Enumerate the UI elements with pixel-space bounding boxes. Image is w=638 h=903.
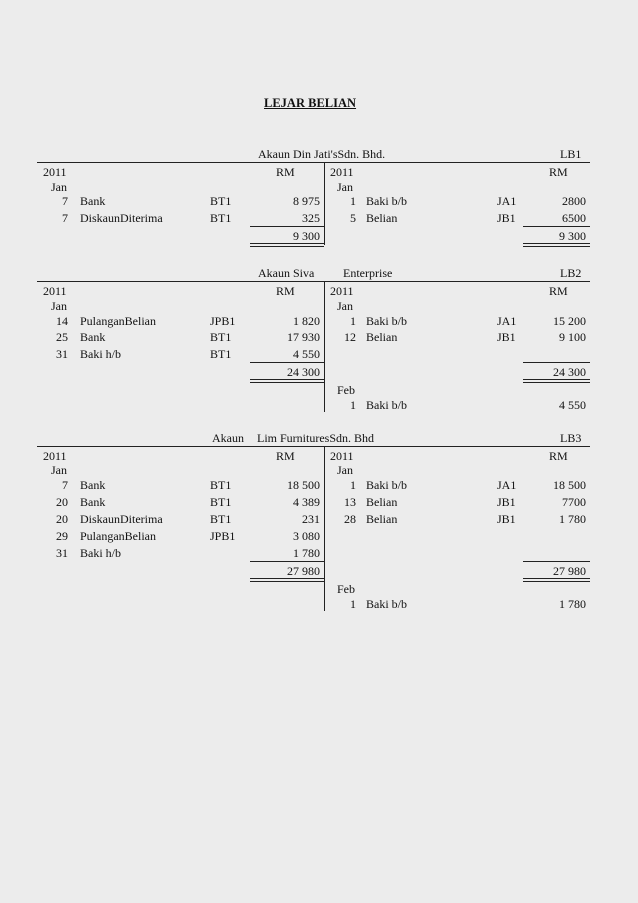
description: Bank — [80, 330, 106, 344]
carry-month: Feb — [337, 383, 355, 397]
description: Baki b/b — [366, 398, 407, 412]
amount: 18 500 — [553, 478, 586, 492]
description: Baki h/b — [80, 546, 121, 560]
description: Belian — [366, 495, 398, 509]
amount: 17 930 — [287, 330, 320, 344]
day: 7 — [62, 478, 68, 492]
amount: 1 780 — [559, 597, 586, 611]
t-divider — [324, 282, 325, 412]
amount: 6500 — [562, 211, 586, 225]
amount: 7700 — [562, 495, 586, 509]
folio: JB1 — [497, 495, 516, 509]
page-title: LEJAR BELIAN — [264, 96, 357, 110]
total-left: 27 980 — [287, 564, 320, 578]
description: Belian — [366, 330, 398, 344]
folio: JB1 — [497, 211, 516, 225]
account-name-cont: Lim FurnituresSdn. Bhd — [257, 431, 375, 445]
folio: BT1 — [210, 347, 232, 361]
account-name-cont: Enterprise — [343, 266, 393, 280]
folio: JPB1 — [210, 529, 236, 543]
header-rule — [37, 162, 590, 163]
year-left: 2011 — [43, 449, 67, 463]
amount: 1 780 — [559, 512, 586, 526]
day: 25 — [56, 330, 68, 344]
day: 1 — [350, 314, 356, 328]
day: 12 — [344, 330, 356, 344]
day: 1 — [350, 597, 356, 611]
double-rule — [523, 246, 590, 247]
year-right: 2011 — [330, 284, 354, 298]
day: 1 — [350, 478, 356, 492]
currency-left: RM — [276, 449, 295, 463]
double-rule — [523, 578, 590, 579]
description: Belian — [366, 211, 398, 225]
amount: 4 550 — [293, 347, 320, 361]
folio: BT1 — [210, 495, 232, 509]
description: PulanganBelian — [80, 314, 156, 328]
t-divider — [324, 163, 325, 245]
total-right: 24 300 — [553, 365, 586, 379]
day: 7 — [62, 211, 68, 225]
amount: 2800 — [562, 194, 586, 208]
day: 7 — [62, 194, 68, 208]
subtotal-rule — [250, 362, 324, 363]
day: 14 — [56, 314, 68, 328]
account-code: LB3 — [560, 431, 582, 445]
description: Baki b/b — [366, 597, 407, 611]
carry-month: Feb — [337, 582, 355, 596]
total-left: 9 300 — [293, 229, 320, 243]
folio: JPB1 — [210, 314, 236, 328]
amount: 325 — [302, 211, 320, 225]
description: Baki b/b — [366, 478, 407, 492]
month-right: Jan — [337, 463, 353, 477]
year-right: 2011 — [330, 449, 354, 463]
description: Bank — [80, 194, 106, 208]
year-right: 2011 — [330, 165, 354, 179]
folio: JA1 — [497, 194, 517, 208]
total-left: 24 300 — [287, 365, 320, 379]
double-rule — [250, 581, 324, 582]
day: 20 — [56, 512, 68, 526]
total-right: 9 300 — [559, 229, 586, 243]
currency-right: RM — [549, 165, 568, 179]
description: PulanganBelian — [80, 529, 156, 543]
currency-right: RM — [549, 284, 568, 298]
account-code: LB1 — [560, 147, 582, 161]
year-left: 2011 — [43, 284, 67, 298]
description: DiskaunDiterima — [80, 211, 163, 225]
account-code: LB2 — [560, 266, 582, 280]
day: 1 — [350, 398, 356, 412]
account-name: Akaun Siva — [258, 266, 315, 280]
double-rule — [250, 382, 324, 383]
subtotal-rule — [250, 561, 324, 562]
subtotal-rule — [250, 226, 324, 227]
amount: 8 975 — [293, 194, 320, 208]
currency-left: RM — [276, 165, 295, 179]
double-rule — [250, 578, 324, 579]
amount: 231 — [302, 512, 320, 526]
folio: BT1 — [210, 211, 232, 225]
folio: JA1 — [497, 314, 517, 328]
day: 31 — [56, 546, 68, 560]
description: DiskaunDiterima — [80, 512, 163, 526]
double-rule — [523, 243, 590, 244]
folio: BT1 — [210, 512, 232, 526]
double-rule — [523, 382, 590, 383]
day: 28 — [344, 512, 356, 526]
header-rule — [37, 281, 590, 282]
double-rule — [250, 246, 324, 247]
description: Baki h/b — [80, 347, 121, 361]
month-right: Jan — [337, 299, 353, 313]
subtotal-rule — [523, 561, 590, 562]
month-left: Jan — [51, 299, 67, 313]
total-right: 27 980 — [553, 564, 586, 578]
double-rule — [523, 581, 590, 582]
description: Bank — [80, 478, 106, 492]
currency-left: RM — [276, 284, 295, 298]
amount: 18 500 — [287, 478, 320, 492]
description: Baki b/b — [366, 194, 407, 208]
amount: 15 200 — [553, 314, 586, 328]
amount: 1 780 — [293, 546, 320, 560]
day: 5 — [350, 211, 356, 225]
folio: BT1 — [210, 194, 232, 208]
double-rule — [250, 243, 324, 244]
currency-right: RM — [549, 449, 568, 463]
description: Belian — [366, 512, 398, 526]
folio: BT1 — [210, 478, 232, 492]
day: 29 — [56, 529, 68, 543]
double-rule — [523, 379, 590, 380]
folio: JB1 — [497, 330, 516, 344]
folio: JA1 — [497, 478, 517, 492]
folio: JB1 — [497, 512, 516, 526]
description: Bank — [80, 495, 106, 509]
header-rule — [37, 446, 590, 447]
day: 20 — [56, 495, 68, 509]
day: 1 — [350, 194, 356, 208]
account-name: Akaun — [212, 431, 244, 445]
year-left: 2011 — [43, 165, 67, 179]
day: 13 — [344, 495, 356, 509]
subtotal-rule — [523, 362, 590, 363]
double-rule — [250, 379, 324, 380]
amount: 4 550 — [559, 398, 586, 412]
t-divider — [324, 447, 325, 611]
month-left: Jan — [51, 463, 67, 477]
description: Baki b/b — [366, 314, 407, 328]
folio: BT1 — [210, 330, 232, 344]
month-right: Jan — [337, 180, 353, 194]
account-name: Akaun Din Jati'sSdn. Bhd. — [258, 147, 386, 161]
amount: 1 820 — [293, 314, 320, 328]
subtotal-rule — [523, 226, 590, 227]
day: 31 — [56, 347, 68, 361]
amount: 9 100 — [559, 330, 586, 344]
month-left: Jan — [51, 180, 67, 194]
amount: 4 389 — [293, 495, 320, 509]
amount: 3 080 — [293, 529, 320, 543]
